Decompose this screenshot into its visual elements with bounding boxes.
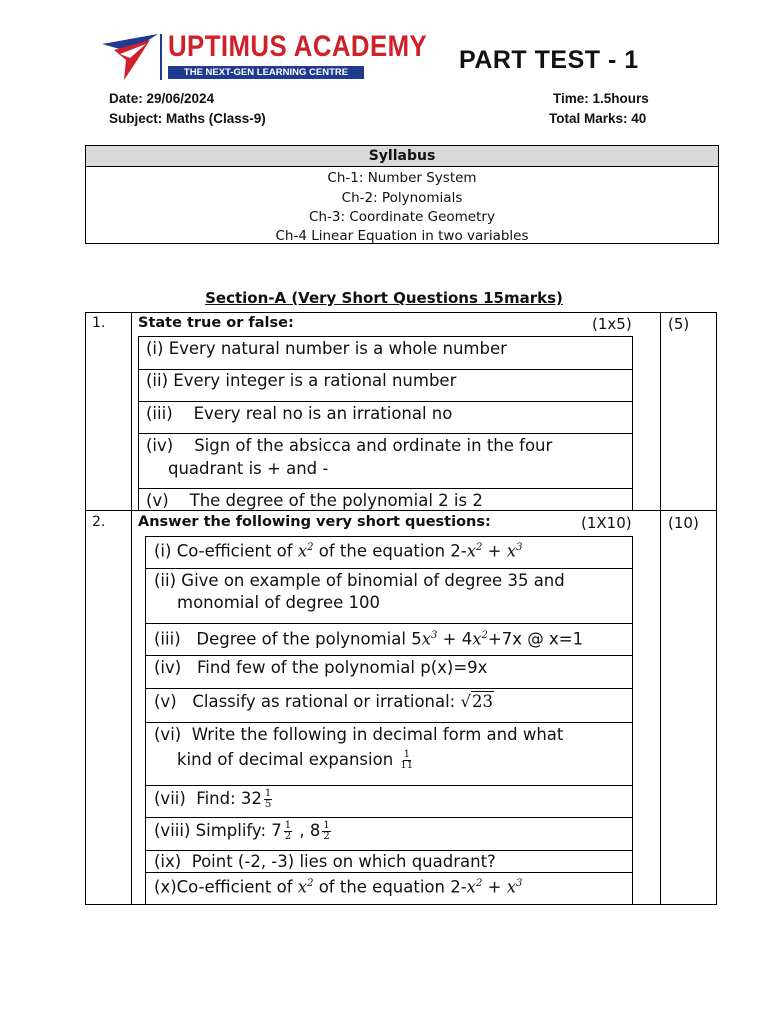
academy-logo-icon	[100, 32, 160, 82]
question-item-vii: (vii) Find: 32 $\frac{1}{5}$	[154, 788, 272, 810]
exam-date: Date: 29/06/2024	[109, 91, 215, 106]
statement-v: (v) The degree of the polynomial 2 is 2	[146, 491, 483, 510]
exam-total-marks: Total Marks: 40	[549, 111, 647, 126]
question-number: 1.	[92, 315, 106, 331]
fraction: $\frac{1}{2}$	[323, 820, 330, 842]
brand-tagline: THE NEXT-GEN LEARNING CENTRE	[168, 66, 364, 79]
statement-ii: (ii) Every integer is a rational number	[146, 371, 457, 390]
statement-iii: (iii) Every real no is an irrational no	[146, 404, 453, 423]
question-marks: (10)	[668, 514, 699, 532]
fraction: $\frac{1}{5}$	[264, 788, 272, 810]
exam-subject: Subject: Maths (Class-9)	[109, 111, 266, 126]
syllabus-box	[85, 145, 719, 244]
fraction: $\frac{1}{11}$	[400, 749, 414, 771]
mark-scheme: (1x5)	[592, 315, 632, 333]
square-root-symbol: √23	[460, 692, 494, 711]
question-heading: State true or false:	[138, 315, 294, 331]
question-item-ix: (ix) Point (-2, -3) lies on which quadrant?	[154, 852, 496, 871]
question-heading: Answer the following very short questions:	[138, 514, 491, 530]
question-item-iii: (iii) Degree of the polynomial $5x^3 + 4x^2+7x$ @ x=1	[154, 629, 584, 649]
question-item-iv: (iv) Find few of the polynomial p(x)=9x	[154, 658, 488, 677]
question-item-v: (v) Classify as rational or irrational: √23	[154, 692, 494, 711]
logo-divider	[160, 34, 162, 80]
question-number: 2.	[92, 514, 106, 530]
statement-iv-cont: quadrant is + and -	[168, 459, 329, 478]
question-item-vi: (vi) Write the following in decimal form and what	[154, 725, 564, 744]
syllabus-title: Syllabus	[86, 146, 718, 167]
syllabus-item: Ch-3: Coordinate Geometry	[309, 209, 495, 225]
brand-name: UPTIMUS ACADEMY	[168, 30, 428, 63]
question-item-ii: (ii) Give on example of binomial of degree 35 and	[154, 571, 565, 590]
syllabus-item: Ch-1: Number System	[327, 170, 477, 186]
section-a-title: Section-A (Very Short Questions 15marks)	[205, 289, 563, 307]
statement-i: (i) Every natural number is a whole number	[146, 339, 507, 358]
question-item-x: (x)Co-efficient of $x^2$ of the equation $2-x^2 + x^3$	[154, 877, 523, 897]
mark-scheme: (1X10)	[581, 514, 632, 532]
test-title: PART TEST - 1	[459, 46, 639, 74]
question-marks: (5)	[668, 315, 690, 333]
statement-iv: (iv) Sign of the absicca and ordinate in the four	[146, 436, 553, 455]
syllabus-item: Ch-4 Linear Equation in two variables	[275, 228, 529, 244]
question-item-i: (i) Co-efficient of $x^2$ of the equation $2-x^2 + x^3$	[154, 541, 523, 561]
question-item-vi-cont: kind of decimal expansion $\frac{1}{11}$	[177, 749, 414, 771]
syllabus-item: Ch-2: Polynomials	[341, 190, 463, 206]
question-item-viii: (viii) Simplify: 7 $\frac{1}{2}$ , 8 $\frac{1}{2}$	[154, 820, 330, 842]
fraction: $\frac{1}{2}$	[284, 820, 292, 842]
exam-time: Time: 1.5hours	[553, 91, 649, 106]
question-item-ii-cont: monomial of degree 100	[177, 593, 381, 612]
